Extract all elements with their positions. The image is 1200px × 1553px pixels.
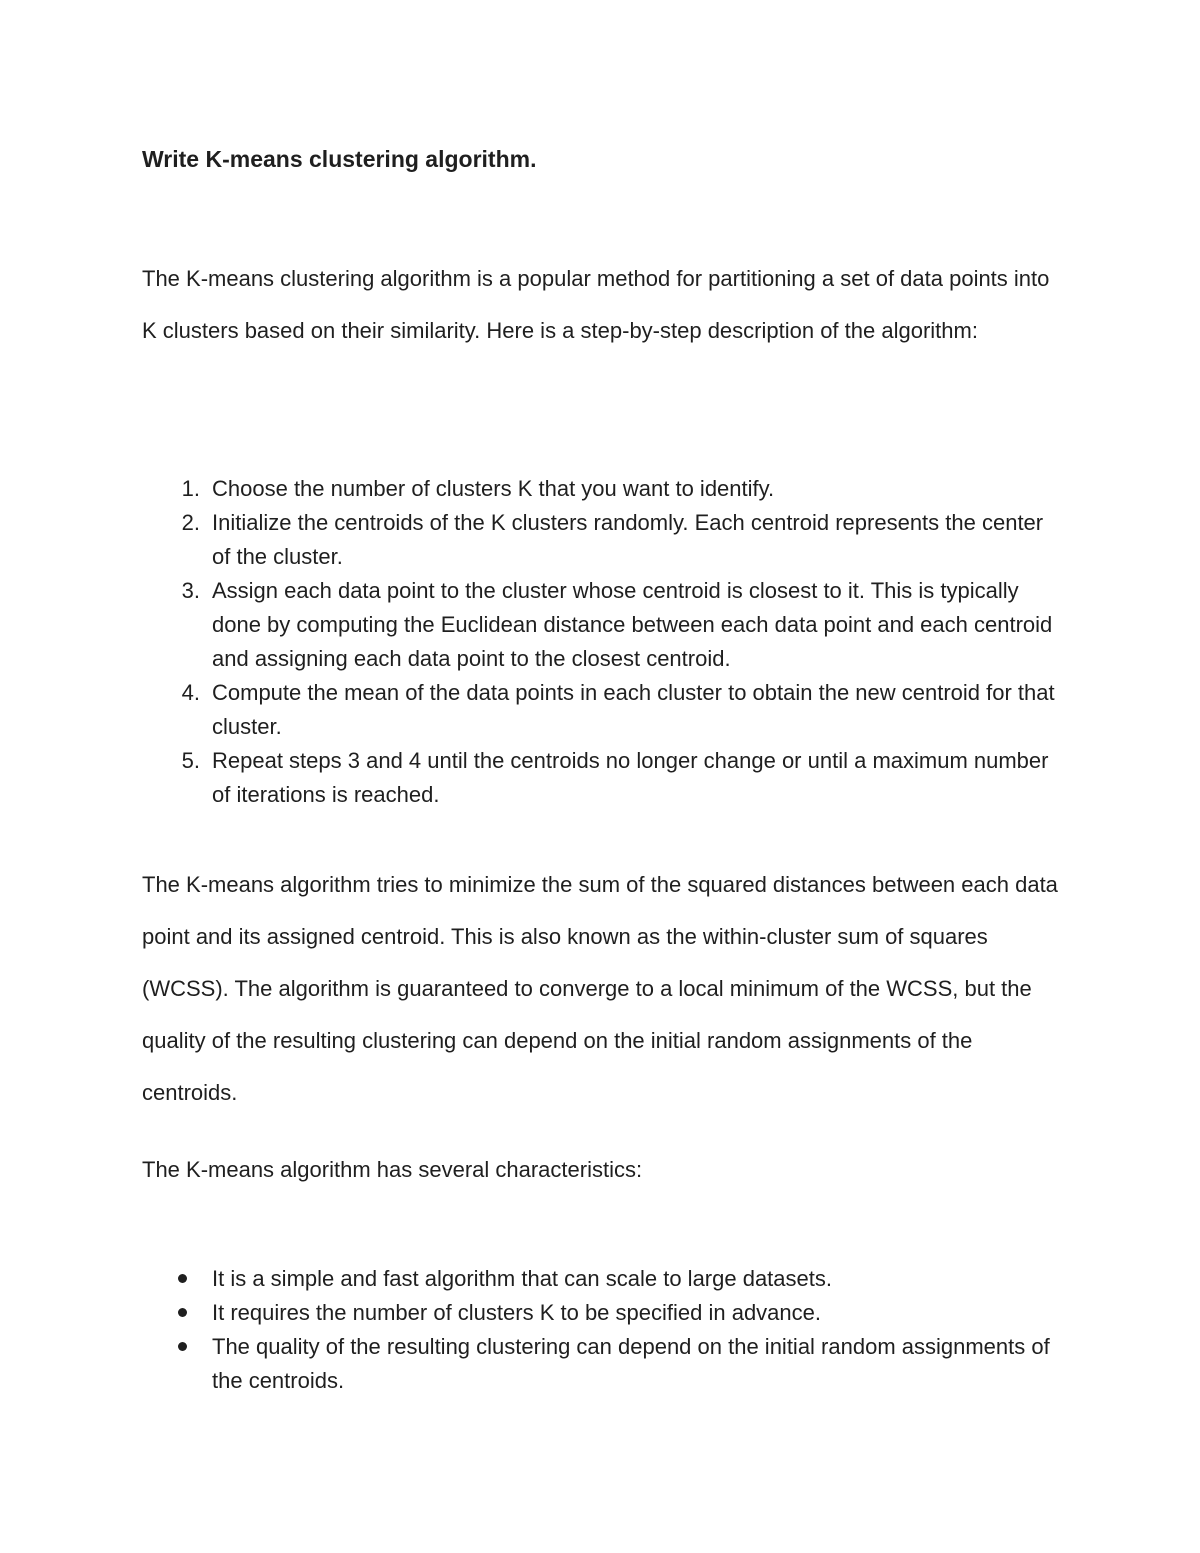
page-title: Write K-means clustering algorithm. <box>142 146 537 172</box>
step-number: 2. <box>181 510 200 535</box>
step-text: Assign each data point to the cluster whose centroid is closest to it. This is typically done by computing the Euclidean distance between each data point and each centroid and assigning each data point to the closest centroid. <box>212 578 1053 671</box>
list-item <box>142 506 1062 574</box>
characteristics-list <box>142 1262 1062 1398</box>
list-item <box>142 744 1062 812</box>
list-item <box>142 1262 1062 1296</box>
bullet-icon <box>178 1342 187 1351</box>
step-number: 5. <box>181 748 200 773</box>
list-item <box>142 574 1062 676</box>
list-item <box>142 676 1062 744</box>
list-item <box>142 472 1062 506</box>
step-text: Initialize the centroids of the K clusters randomly. Each centroid represents the center of the cluster. <box>212 510 1044 569</box>
objective-paragraph: The K-means algorithm tries to minimize the sum of the squared distances between each data point and its assigned centroid. This is also known as the within-cluster sum of squares (WCSS). The algorithm is guaranteed to converge to a local minimum of the WCSS, but the quality of the resulting clustering can depend on the initial random assignments of the centroids. <box>142 872 1058 1105</box>
bullet-icon <box>178 1274 187 1283</box>
list-item <box>142 1330 1062 1398</box>
step-text: Repeat steps 3 and 4 until the centroids no longer change or until a maximum number of iterations is reached. <box>212 748 1049 807</box>
bullet-text: The quality of the resulting clustering can depend on the initial random assignments of the centroids. <box>212 1334 1050 1393</box>
step-text: Compute the mean of the data points in each cluster to obtain the new centroid for that cluster. <box>212 680 1055 739</box>
step-number: 3. <box>181 578 200 603</box>
bullet-text: It is a simple and fast algorithm that can scale to large datasets. <box>212 1266 832 1291</box>
steps-list <box>142 472 1062 812</box>
characteristics-intro: The K-means algorithm has several characteristics: <box>142 1157 643 1182</box>
list-item <box>142 1296 1062 1330</box>
bullet-text: It requires the number of clusters K to be specified in advance. <box>212 1300 821 1325</box>
intro-paragraph: The K-means clustering algorithm is a popular method for partitioning a set of data points into K clusters based on their similarity. Here is a step-by-step description of the algorithm: <box>142 266 1050 343</box>
bullet-icon <box>178 1308 187 1317</box>
step-number: 4. <box>181 680 200 705</box>
step-text: Choose the number of clusters K that you want to identify. <box>212 476 775 501</box>
step-number: 1. <box>181 476 200 501</box>
